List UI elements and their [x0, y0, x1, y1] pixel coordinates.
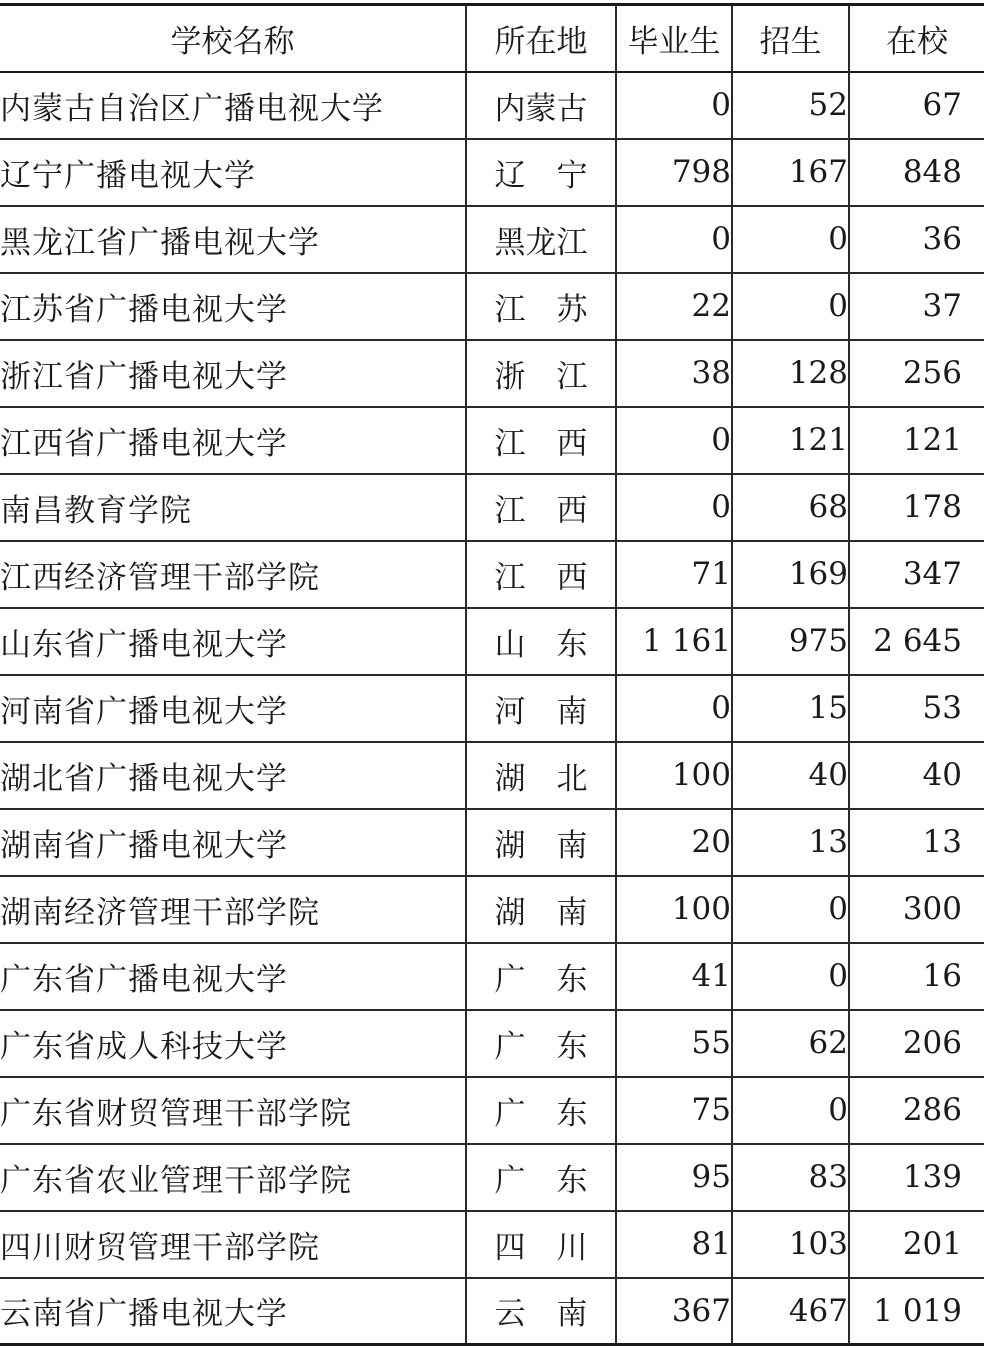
table-row — [0, 1077, 984, 1144]
cell-location: 广 东 — [466, 943, 616, 1010]
cell-school-name: 广东省财贸管理干部学院 — [0, 1077, 466, 1144]
cell-enrollment: 13 — [732, 809, 849, 876]
cell-graduates: 41 — [616, 943, 732, 1010]
cell-enrollment: 0 — [732, 206, 849, 273]
cell-school-name: 湖南经济管理干部学院 — [0, 876, 466, 943]
cell-students: 53 — [849, 675, 984, 742]
cell-students: 347 — [849, 541, 984, 608]
cell-school-name: 山东省广播电视大学 — [0, 608, 466, 675]
cell-enrollment: 467 — [732, 1278, 849, 1345]
cell-students: 256 — [849, 340, 984, 407]
cell-students: 201 — [849, 1211, 984, 1278]
cell-students: 121 — [849, 407, 984, 474]
cell-enrollment: 15 — [732, 675, 849, 742]
cell-students: 2 645 — [849, 608, 984, 675]
cell-location: 广 东 — [466, 1077, 616, 1144]
cell-enrollment: 0 — [732, 1077, 849, 1144]
table-row — [0, 273, 984, 340]
cell-students: 36 — [849, 206, 984, 273]
cell-graduates: 20 — [616, 809, 732, 876]
cell-school-name: 浙江省广播电视大学 — [0, 340, 466, 407]
table-row — [0, 608, 984, 675]
table-row — [0, 340, 984, 407]
cell-graduates: 0 — [616, 72, 732, 139]
table-row — [0, 206, 984, 273]
cell-enrollment: 975 — [732, 608, 849, 675]
table-row — [0, 72, 984, 139]
table-row — [0, 876, 984, 943]
cell-students: 300 — [849, 876, 984, 943]
cell-enrollment: 0 — [732, 273, 849, 340]
cell-enrollment: 167 — [732, 139, 849, 206]
header-students: 在校 — [849, 5, 984, 72]
cell-graduates: 55 — [616, 1010, 732, 1077]
cell-students: 67 — [849, 72, 984, 139]
cell-enrollment: 128 — [732, 340, 849, 407]
header-graduates: 毕业生 — [616, 5, 732, 72]
cell-graduates: 22 — [616, 273, 732, 340]
cell-students: 37 — [849, 273, 984, 340]
table-row — [0, 1010, 984, 1077]
header-enrollment: 招生 — [732, 5, 849, 72]
schools-table — [0, 3, 984, 1346]
cell-students: 178 — [849, 474, 984, 541]
table-header-row — [0, 5, 984, 72]
cell-school-name: 河南省广播电视大学 — [0, 675, 466, 742]
table-row — [0, 1211, 984, 1278]
cell-location: 浙 江 — [466, 340, 616, 407]
cell-school-name: 云南省广播电视大学 — [0, 1278, 466, 1345]
cell-location: 黑龙江 — [466, 206, 616, 273]
cell-enrollment: 169 — [732, 541, 849, 608]
cell-graduates: 100 — [616, 742, 732, 809]
cell-graduates: 0 — [616, 407, 732, 474]
cell-graduates: 0 — [616, 206, 732, 273]
cell-enrollment: 40 — [732, 742, 849, 809]
cell-graduates: 81 — [616, 1211, 732, 1278]
cell-graduates: 95 — [616, 1144, 732, 1211]
cell-location: 江 西 — [466, 474, 616, 541]
cell-location: 云 南 — [466, 1278, 616, 1345]
cell-graduates: 1 161 — [616, 608, 732, 675]
cell-students: 206 — [849, 1010, 984, 1077]
cell-students: 40 — [849, 742, 984, 809]
table-row — [0, 139, 984, 206]
cell-students: 13 — [849, 809, 984, 876]
cell-location: 湖 北 — [466, 742, 616, 809]
table-row — [0, 943, 984, 1010]
cell-location: 湖 南 — [466, 809, 616, 876]
table-row — [0, 474, 984, 541]
cell-enrollment: 68 — [732, 474, 849, 541]
cell-school-name: 辽宁广播电视大学 — [0, 139, 466, 206]
cell-school-name: 湖南省广播电视大学 — [0, 809, 466, 876]
table-row — [0, 541, 984, 608]
cell-location: 江 西 — [466, 541, 616, 608]
cell-school-name: 江西省广播电视大学 — [0, 407, 466, 474]
cell-school-name: 江西经济管理干部学院 — [0, 541, 466, 608]
cell-school-name: 黑龙江省广播电视大学 — [0, 206, 466, 273]
cell-students: 16 — [849, 943, 984, 1010]
cell-graduates: 38 — [616, 340, 732, 407]
cell-graduates: 71 — [616, 541, 732, 608]
cell-location: 广 东 — [466, 1144, 616, 1211]
cell-enrollment: 62 — [732, 1010, 849, 1077]
table-row — [0, 1144, 984, 1211]
table-row — [0, 407, 984, 474]
cell-students: 848 — [849, 139, 984, 206]
cell-school-name: 湖北省广播电视大学 — [0, 742, 466, 809]
cell-school-name: 广东省广播电视大学 — [0, 943, 466, 1010]
cell-location: 河 南 — [466, 675, 616, 742]
table-row — [0, 809, 984, 876]
cell-location: 山 东 — [466, 608, 616, 675]
cell-graduates: 367 — [616, 1278, 732, 1345]
cell-students: 286 — [849, 1077, 984, 1144]
cell-location: 四 川 — [466, 1211, 616, 1278]
cell-students: 139 — [849, 1144, 984, 1211]
cell-school-name: 南昌教育学院 — [0, 474, 466, 541]
cell-school-name: 广东省成人科技大学 — [0, 1010, 466, 1077]
cell-graduates: 0 — [616, 474, 732, 541]
cell-location: 湖 南 — [466, 876, 616, 943]
cell-students: 1 019 — [849, 1278, 984, 1345]
header-school-name: 学校名称 — [0, 5, 466, 72]
cell-graduates: 0 — [616, 675, 732, 742]
cell-enrollment: 103 — [732, 1211, 849, 1278]
table-row — [0, 742, 984, 809]
cell-enrollment: 83 — [732, 1144, 849, 1211]
cell-graduates: 100 — [616, 876, 732, 943]
cell-graduates: 798 — [616, 139, 732, 206]
cell-enrollment: 121 — [732, 407, 849, 474]
cell-school-name: 四川财贸管理干部学院 — [0, 1211, 466, 1278]
cell-location: 广 东 — [466, 1010, 616, 1077]
cell-location: 江 西 — [466, 407, 616, 474]
cell-location: 内蒙古 — [466, 72, 616, 139]
table-body — [0, 72, 984, 1345]
table-row — [0, 675, 984, 742]
cell-enrollment: 0 — [732, 943, 849, 1010]
table-row — [0, 1278, 984, 1345]
cell-location: 辽 宁 — [466, 139, 616, 206]
cell-school-name: 江苏省广播电视大学 — [0, 273, 466, 340]
header-location: 所在地 — [466, 5, 616, 72]
cell-graduates: 75 — [616, 1077, 732, 1144]
cell-enrollment: 52 — [732, 72, 849, 139]
cell-location: 江 苏 — [466, 273, 616, 340]
cell-school-name: 内蒙古自治区广播电视大学 — [0, 72, 466, 139]
cell-enrollment: 0 — [732, 876, 849, 943]
cell-school-name: 广东省农业管理干部学院 — [0, 1144, 466, 1211]
